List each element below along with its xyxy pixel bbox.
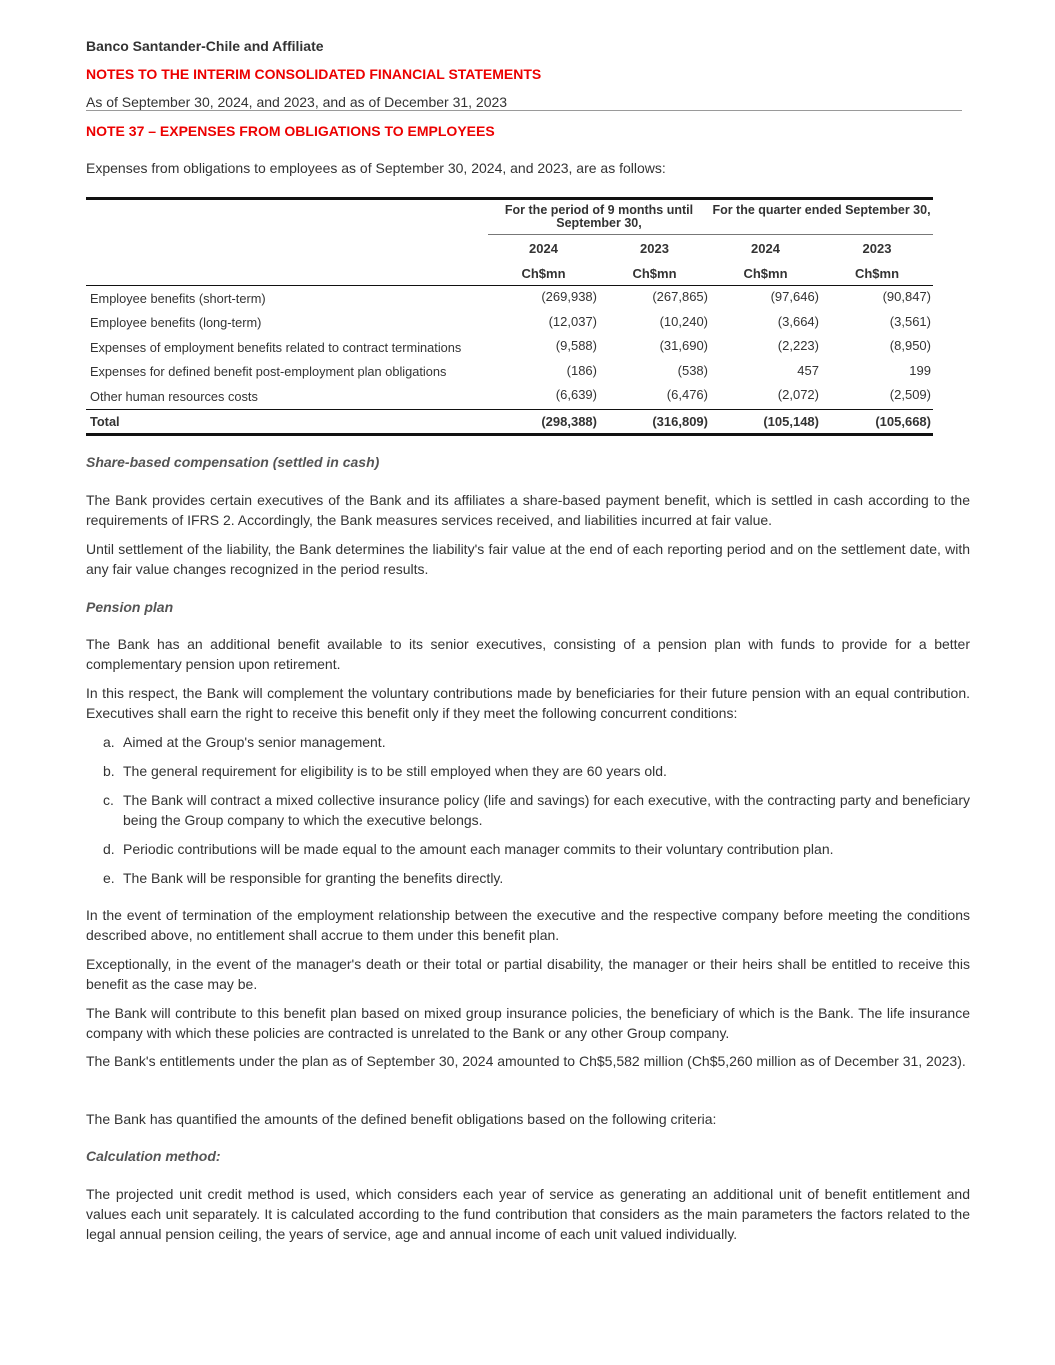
cell-value: (2,223) [777, 338, 819, 353]
pension-paragraph-5: The Bank will contribute to this benefit plan based on mixed group insurance policies, the beneficiary of which is the Bank. The life insurance company with which these policies are contracted is unrelated to the Bank or any other Group company. [86, 1005, 970, 1041]
cell-value: (90,847) [882, 289, 931, 304]
total-row [86, 409, 933, 434]
pension-plan-heading: Pension plan [86, 599, 174, 615]
cell-value: (3,561) [889, 313, 931, 329]
table-row [86, 286, 933, 311]
list-item-text: The general requirement for eligibility is to be still employed when they are 60 years old. [123, 763, 667, 779]
total-label: Total [86, 409, 488, 434]
list-item [86, 761, 970, 781]
pension-paragraph-7: The Bank has quantified the amounts of the defined benefit obligations based on the following criteria: [86, 1111, 717, 1127]
row-label: Expenses of employment benefits related to contract terminations [90, 339, 462, 355]
total-value: (105,148) [710, 409, 821, 434]
cell-value: (2,072) [777, 387, 819, 402]
company-name: Banco Santander-Chile and Affiliate [86, 38, 324, 54]
group-header-9-months: For the period of 9 months until September 30, [488, 199, 710, 235]
list-item-text: The Bank will be responsible for granting the benefits directly. [123, 870, 504, 886]
calculation-method-heading: Calculation method: [86, 1148, 221, 1164]
group-header-quarter: For the quarter ended September 30, [710, 199, 933, 235]
year-header: 2024 [751, 240, 780, 256]
list-marker: c. [103, 792, 114, 808]
pension-paragraph-4: Exceptionally, in the event of the manager's death or their total or partial disability, the manager or their heirs shall be entitled to receive this benefit as the case may be. [86, 956, 970, 992]
table-intro: Expenses from obligations to employees as of September 30, 2024, and 2023, are as follows: [86, 160, 666, 176]
cell-value: (3,664) [777, 313, 819, 329]
date-line: As of September 30, 2024, and 2023, and as of December 31, 2023 [86, 94, 508, 110]
list-item-text: The Bank will contract a mixed collective insurance policy (life and savings) for each executive, with the contracting party and beneficiary being the Group company to which the executive belongs. [123, 792, 970, 828]
calculation-paragraph: The projected unit credit method is used, which considers each year of service as generating an additional unit of benefit entitlement and values each unit separately. It is calculated according to the fund contribution that considers as the main parameters the factors related to the legal annual pension ceiling, the years of service, age and annual income of each unit valued individually. [86, 1186, 970, 1242]
list-item [86, 732, 970, 752]
table-row [86, 335, 933, 360]
year-header: 2023 [640, 240, 669, 256]
cell-value: (10,240) [659, 313, 708, 329]
list-item-text: Aimed at the Group's senior management. [123, 734, 386, 750]
list-item [86, 868, 970, 888]
cell-value: (6,476) [666, 387, 708, 402]
cell-value: (538) [677, 362, 708, 378]
currency-header: Ch$mn [710, 261, 821, 286]
currency-header: Ch$mn [599, 261, 710, 286]
share-based-paragraph-1: The Bank provides certain executives of the Bank and its affiliates a share-based payment benefit, which is settled in cash according to the requirements of IFRS 2. Accordingly, the Bank measures services received, and liabilities incurred at fair value. [86, 492, 970, 528]
total-value: (298,388) [488, 409, 599, 434]
cell-value: 199 [909, 362, 931, 378]
share-based-heading: Share-based compensation (settled in cash) [86, 454, 380, 470]
table-year-row [86, 235, 933, 262]
list-marker: d. [103, 841, 115, 857]
row-label: Employee benefits (long-term) [90, 315, 262, 331]
list-marker: e. [103, 870, 115, 886]
document-page [86, 36, 970, 1242]
total-value: (316,809) [599, 409, 710, 434]
notes-title: NOTES TO THE INTERIM CONSOLIDATED FINANCIAL STATEMENTS [86, 66, 542, 82]
expenses-table [86, 197, 933, 436]
list-item-text: Periodic contributions will be made equal to the amount each manager commits to their voluntary contribution plan. [123, 841, 834, 857]
conditions-list [86, 732, 970, 888]
cell-value: (31,690) [659, 338, 708, 353]
year-header: 2023 [862, 240, 892, 256]
cell-value: (269,938) [541, 289, 597, 304]
cell-value: (8,950) [889, 338, 931, 353]
cell-value: (12,037) [548, 313, 597, 329]
pension-paragraph-2: In this respect, the Bank will complement the voluntary contributions made by beneficiaries for their future pension with an equal contribution. Executives shall earn the right to receive this benefit only if they meet the following concurrent conditions: [86, 685, 970, 721]
list-item [86, 839, 970, 859]
table-row [86, 360, 933, 385]
list-item [86, 790, 970, 830]
note-title: NOTE 37 – EXPENSES FROM OBLIGATIONS TO EMPLOYEES [86, 123, 495, 139]
table-currency-row [86, 261, 933, 286]
cell-value: (186) [566, 362, 597, 378]
row-label: Employee benefits (short-term) [90, 290, 266, 306]
currency-header: Ch$mn [821, 261, 933, 286]
cell-value: (97,646) [770, 289, 819, 304]
row-label: Expenses for defined benefit post-employment plan obligations [90, 364, 447, 380]
pension-paragraph-1: The Bank has an additional benefit available to its senior executives, consisting of a pension plan with funds to provide for a better complementary pension upon retirement. [86, 636, 970, 672]
pension-paragraph-6: The Bank's entitlements under the plan as of September 30, 2024 amounted to Ch$5,582 million (Ch$5,260 million as of December 31, 2023). [86, 1053, 966, 1069]
year-header: 2024 [529, 240, 558, 256]
cell-value: (267,865) [652, 289, 708, 304]
currency-header: Ch$mn [488, 261, 599, 286]
cell-value: (2,509) [889, 387, 931, 402]
pension-paragraph-3: In the event of termination of the employment relationship between the executive and the respective company before meeting the conditions described above, no entitlement shall accrue to them under this benefit plan. [86, 907, 970, 943]
list-marker: a. [103, 734, 115, 750]
table-row [86, 311, 933, 336]
table-row [86, 384, 933, 409]
cell-value: 457 [797, 362, 819, 378]
row-label: Other human resources costs [90, 388, 258, 404]
header-divider [86, 110, 962, 111]
total-value: (105,668) [821, 409, 933, 434]
share-based-paragraph-2: Until settlement of the liability, the Bank determines the liability's fair value at the end of each reporting period and on the settlement date, with any fair value changes recognized in the period results. [86, 541, 970, 577]
cell-value: (9,588) [555, 338, 597, 353]
table-group-header-row [86, 199, 933, 235]
list-marker: b. [103, 763, 115, 779]
cell-value: (6,639) [555, 387, 597, 402]
